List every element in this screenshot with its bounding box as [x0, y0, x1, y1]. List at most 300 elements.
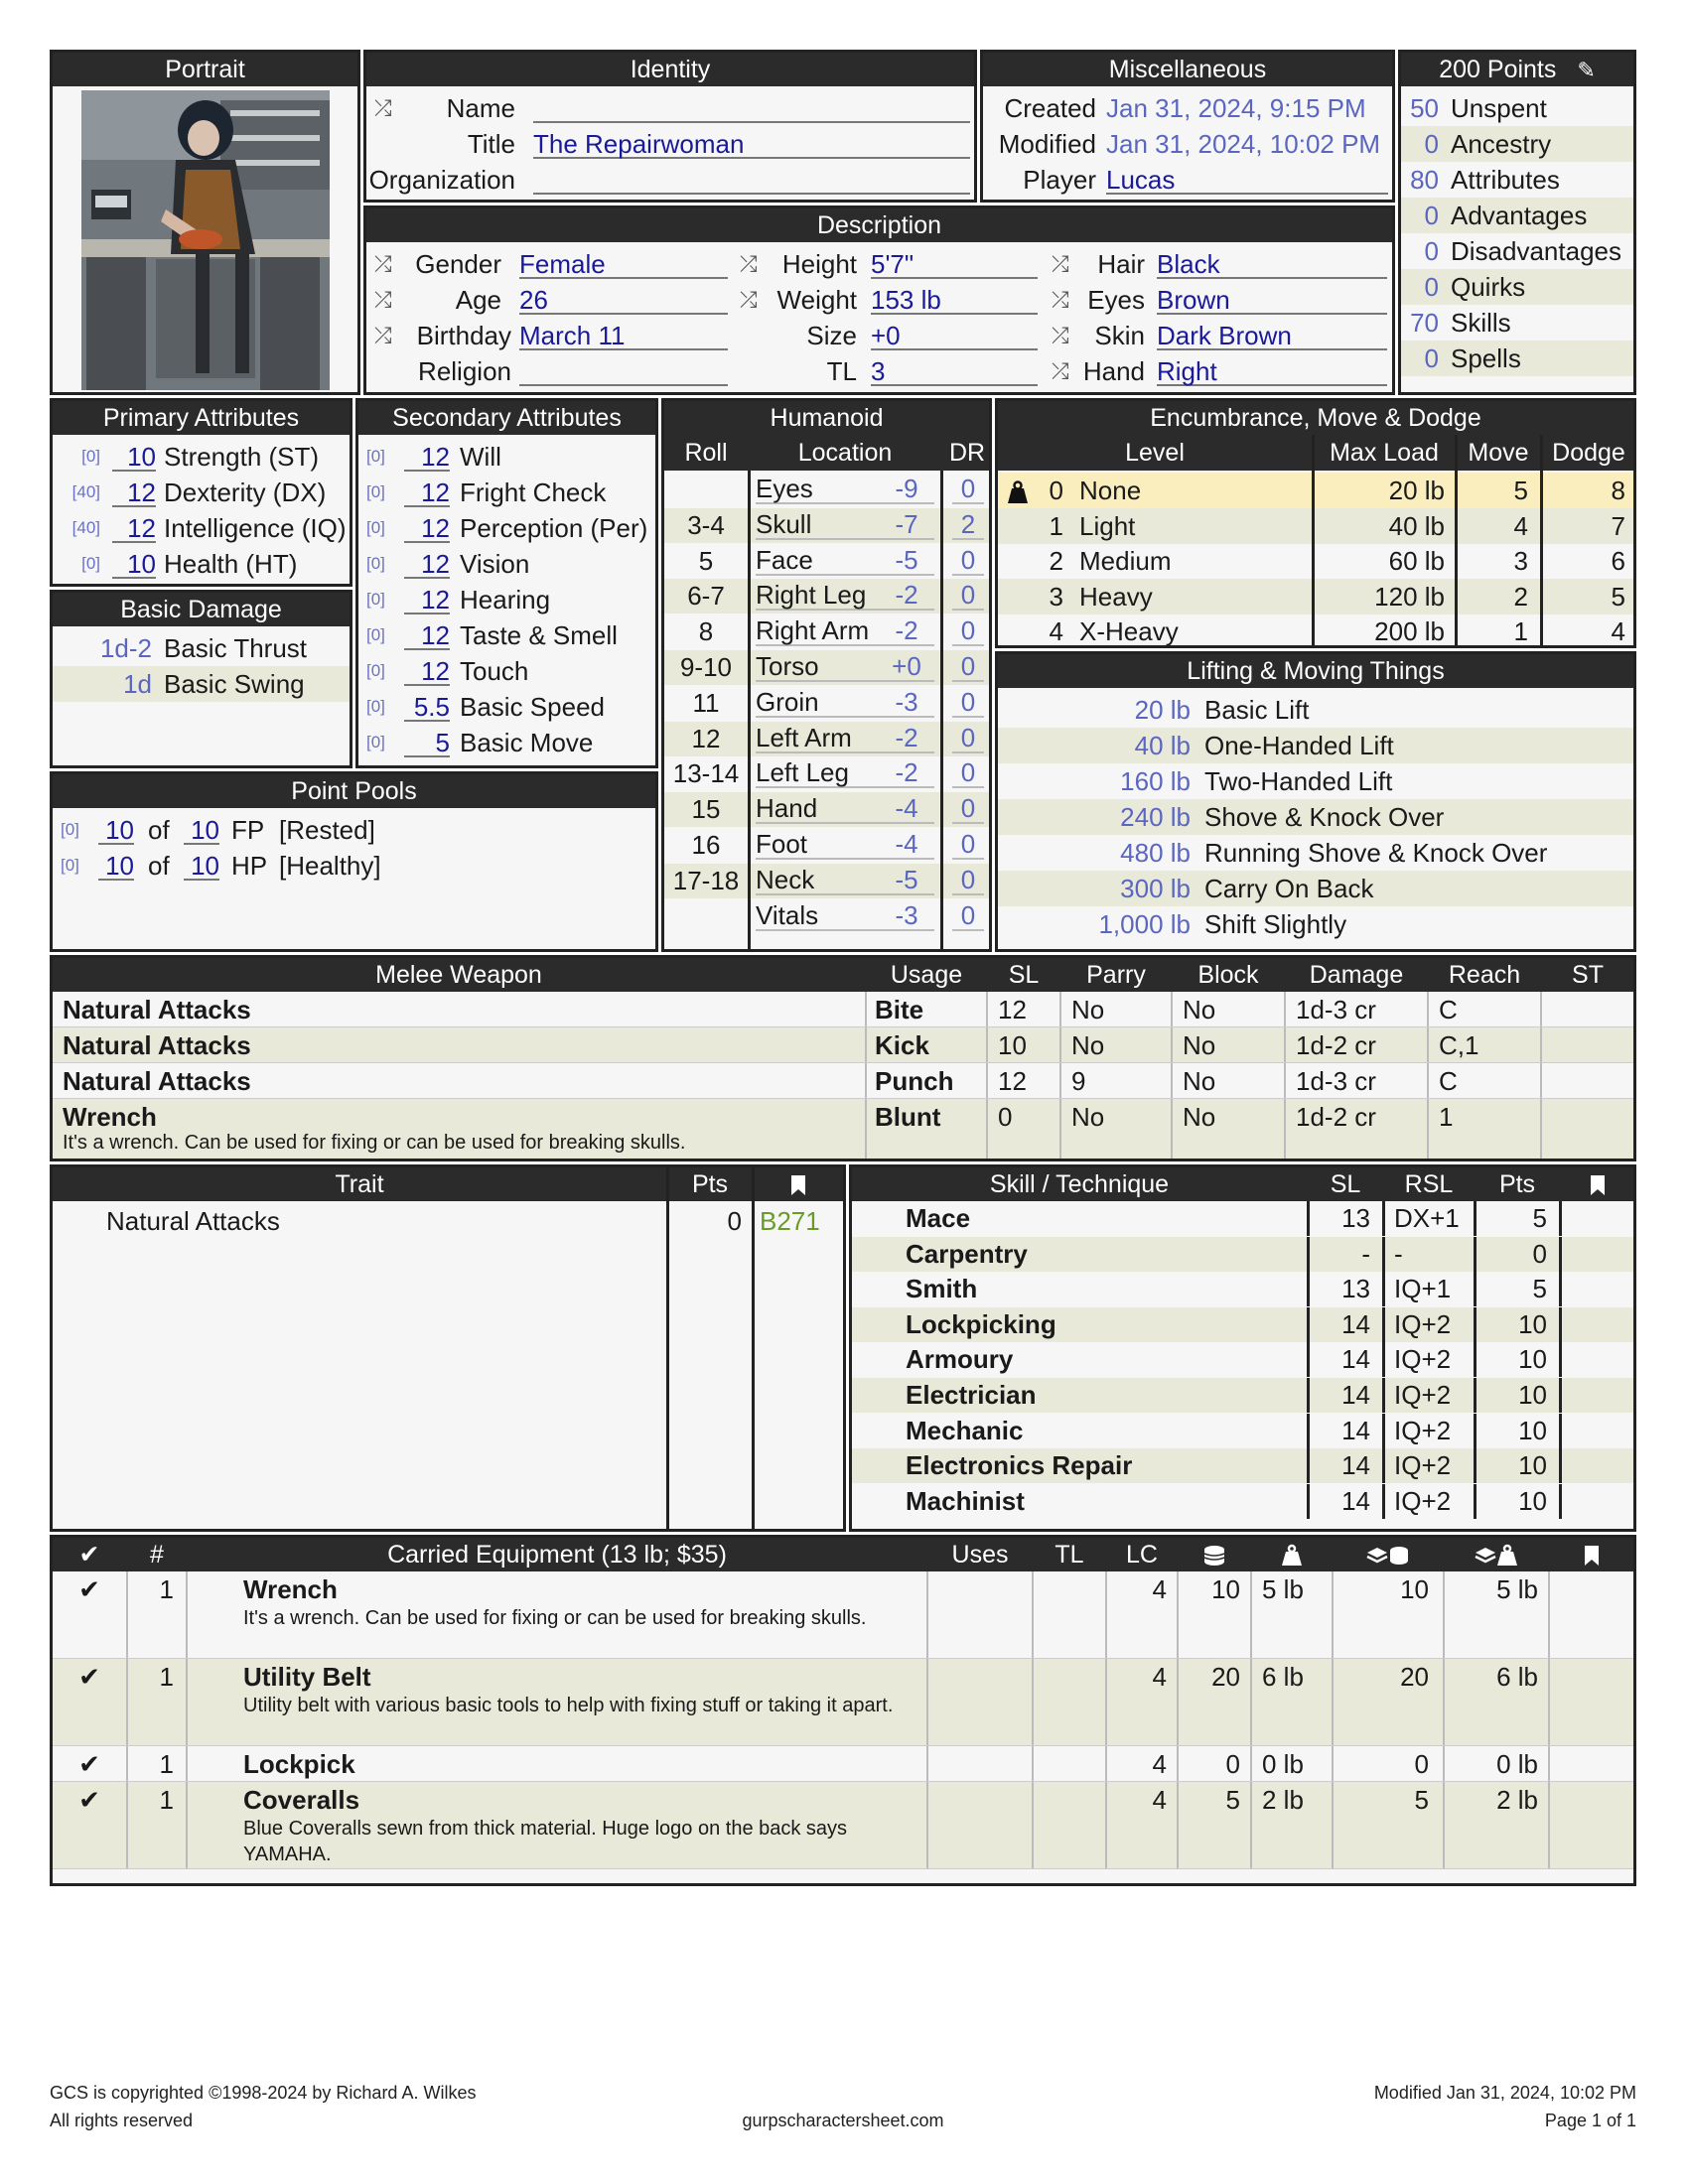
points-row-quirks — [1401, 269, 1633, 305]
hit-location: Vitals — [756, 899, 879, 931]
divider — [1540, 1099, 1542, 1159]
attribute-cost: [0] — [366, 518, 385, 537]
skill-row[interactable] — [852, 1272, 1633, 1306]
skill-row[interactable] — [852, 1307, 1633, 1342]
height-field[interactable]: 5'7" — [871, 246, 1038, 279]
identity-header: Identity — [366, 53, 974, 86]
divider — [1177, 1659, 1179, 1745]
shuffle-icon[interactable]: ⤮ — [374, 287, 392, 312]
lifting-header: Lifting & Moving Things — [998, 654, 1633, 688]
melee-damage: 1d-2 cr — [1296, 1030, 1376, 1060]
col-block: Block — [1197, 961, 1259, 989]
point-pools-header: Point Pools — [53, 774, 655, 808]
name-field[interactable] — [533, 90, 970, 123]
skill-level: 14 — [1341, 1485, 1370, 1516]
points-panel — [1398, 50, 1636, 395]
skill-level: 14 — [1341, 1344, 1370, 1375]
divider — [1474, 1307, 1477, 1342]
divider — [1382, 1342, 1385, 1377]
encumbrance-level-number: 1 — [1049, 510, 1063, 541]
shuffle-icon[interactable]: ⤮ — [1052, 287, 1069, 312]
skill-points: 10 — [1518, 1415, 1547, 1445]
skill-row[interactable] — [852, 1414, 1633, 1448]
hit-location: Face — [756, 544, 879, 576]
divider — [1474, 1414, 1477, 1448]
divider — [926, 1659, 928, 1745]
melee-reach: C,1 — [1439, 1030, 1479, 1060]
equipped-checkbox[interactable]: ✔ — [78, 1662, 100, 1692]
lifting-value: 480 lb — [1120, 838, 1191, 868]
pool-max[interactable]: 10 — [184, 848, 219, 881]
identity-panel — [363, 50, 977, 203]
attribute-label: Will — [460, 442, 501, 472]
col-uses: Uses — [951, 1541, 1009, 1569]
attribute-value[interactable]: 12 — [404, 546, 450, 579]
attribute-cost: [0] — [366, 625, 385, 644]
equipment-note: It's a wrench. Can be used for fixing or can be used for breaking skulls. — [243, 1607, 867, 1629]
divider — [1559, 1272, 1562, 1306]
divider — [1171, 1099, 1173, 1159]
desc-label: Gender — [415, 249, 501, 279]
misc-modified-row — [983, 126, 1392, 162]
gender-field[interactable]: Female — [519, 246, 728, 279]
col-level: Level — [1125, 439, 1185, 467]
hit-location: Foot — [756, 828, 879, 860]
divider — [1032, 1782, 1034, 1868]
skill-relative-level: - — [1394, 1238, 1403, 1269]
skill-name: Mechanic — [906, 1415, 1024, 1445]
equipment-lc: 4 — [1152, 1662, 1167, 1692]
lifting-label: Carry On Back — [1204, 874, 1374, 903]
melee-usage: Bite — [875, 995, 924, 1024]
skill-level: 14 — [1341, 1308, 1370, 1339]
attribute-label: Dexterity (DX) — [164, 478, 327, 507]
divider — [1307, 1448, 1310, 1483]
divider — [1559, 1342, 1562, 1377]
attribute-value[interactable]: 12 — [404, 617, 450, 650]
equipment-row[interactable] — [53, 1782, 1633, 1869]
basic-damage-panel — [50, 590, 352, 768]
melee-parry: No — [1071, 1030, 1105, 1060]
skill-row[interactable] — [852, 1484, 1633, 1519]
divider — [986, 1027, 988, 1062]
divider — [1474, 1484, 1477, 1519]
encumbrance-level-number: 0 — [1049, 476, 1063, 505]
trait-row[interactable] — [53, 1203, 843, 1239]
melee-sl: 12 — [998, 1066, 1027, 1096]
divider — [1032, 1571, 1034, 1658]
trait-page-reference[interactable]: B271 — [760, 1206, 820, 1236]
divider — [1443, 1782, 1445, 1868]
extended-cost-icon — [1334, 1538, 1443, 1571]
attribute-value[interactable]: 12 — [112, 475, 156, 507]
hit-location: Skull — [756, 508, 879, 540]
attribute-value[interactable]: 5.5 — [404, 689, 450, 722]
pool-state: [Rested] — [279, 815, 375, 845]
weight-icon — [1252, 1538, 1332, 1571]
attribute-label: Taste & Smell — [460, 620, 618, 650]
traits-panel — [50, 1164, 846, 1532]
pool-current[interactable]: 10 — [98, 812, 134, 845]
melee-weapon-row[interactable] — [53, 992, 1633, 1027]
hit-roll: 16 — [691, 830, 721, 860]
pool-label: HP — [231, 851, 268, 881]
desc-label: Height — [781, 249, 857, 279]
divider — [865, 992, 867, 1026]
skill-name: Armoury — [906, 1344, 1014, 1375]
size-field[interactable]: +0 — [871, 318, 1038, 350]
equipment-note: Blue Coveralls sewn from thick material. Huge logo on the back says YAMAHA. — [243, 1818, 848, 1865]
skill-points: 10 — [1518, 1380, 1547, 1410]
shuffle-icon[interactable]: ⤮ — [1052, 251, 1069, 276]
points-row-attributes — [1401, 162, 1633, 198]
divider — [1382, 1378, 1385, 1413]
divider — [1250, 1571, 1252, 1658]
lifting-value: 160 lb — [1120, 766, 1191, 796]
lifting-value: 1,000 lb — [1098, 909, 1191, 939]
secondary-row-per — [358, 510, 655, 546]
pool-of: of — [148, 851, 170, 881]
equipment-extended-cost: 10 — [1400, 1574, 1429, 1604]
hand-field[interactable]: Right — [1157, 353, 1387, 386]
equipment-extended-weight: 6 lb — [1496, 1662, 1538, 1692]
divider — [1307, 1378, 1310, 1413]
hit-roll: 15 — [691, 794, 721, 825]
col-st: ST — [1572, 961, 1604, 989]
skill-row[interactable] — [852, 1378, 1633, 1413]
encumbrance-row — [998, 614, 1633, 648]
encumbrance-column-headers — [998, 435, 1633, 471]
identity-organization-row — [366, 162, 974, 198]
birthday-field[interactable]: March 11 — [519, 318, 728, 350]
equipment-extended-weight: 0 lb — [1496, 1749, 1538, 1779]
shuffle-icon[interactable]: ⤮ — [1052, 358, 1069, 383]
eyes-field[interactable]: Brown — [1157, 282, 1387, 315]
equipment-row[interactable] — [53, 1571, 1633, 1659]
damage-label: Basic Swing — [164, 669, 305, 699]
divider — [1105, 1746, 1107, 1781]
equipment-name: Lockpick — [243, 1749, 355, 1779]
skill-row[interactable] — [852, 1448, 1633, 1483]
col-damage: Damage — [1309, 961, 1404, 989]
portrait-image[interactable] — [81, 90, 330, 390]
hit-dr: 0 — [952, 579, 984, 611]
divider — [1559, 1448, 1562, 1483]
hit-location: Hand — [756, 792, 879, 824]
equipment-weight: 0 lb — [1262, 1749, 1304, 1779]
basic-thrust-row — [53, 630, 350, 666]
divider — [1332, 1571, 1334, 1658]
melee-weapon-name: Natural Attacks — [63, 1030, 251, 1060]
skill-row[interactable] — [852, 1201, 1633, 1236]
divider — [1177, 1571, 1179, 1658]
divider — [1427, 1027, 1429, 1062]
skin-field[interactable]: Dark Brown — [1157, 318, 1387, 350]
secondary-row-fright — [358, 475, 655, 510]
pool-cost: [0] — [61, 820, 79, 839]
attribute-cost: [0] — [366, 733, 385, 751]
pool-cost: [0] — [61, 856, 79, 875]
divider — [865, 1027, 867, 1062]
misc-player-row — [983, 162, 1392, 198]
shuffle-icon[interactable]: ⤮ — [374, 323, 392, 347]
attribute-cost: [40] — [71, 482, 100, 501]
equipment-row[interactable] — [53, 1746, 1633, 1782]
points-label: Ancestry — [1451, 129, 1552, 159]
divider — [1307, 1272, 1310, 1306]
bookmark-icon — [754, 1167, 843, 1201]
melee-sl: 10 — [998, 1030, 1027, 1060]
equipment-extended-cost: 20 — [1400, 1662, 1429, 1692]
divider — [1559, 1307, 1562, 1342]
divider — [1559, 1414, 1562, 1448]
skill-level: 13 — [1341, 1274, 1370, 1304]
melee-block: No — [1183, 1030, 1216, 1060]
tl-field[interactable]: 3 — [871, 353, 1038, 386]
secondary-row-hearing — [358, 582, 655, 617]
divider — [1284, 1099, 1286, 1159]
col-reach: Reach — [1448, 961, 1521, 989]
misc-label: Created — [1004, 93, 1096, 123]
melee-weapon-row[interactable] — [53, 1099, 1633, 1160]
equipment-note: Utility belt with various basic tools to help with fixing stuff or taking it apart. — [243, 1695, 894, 1716]
melee-sl: 0 — [998, 1102, 1013, 1132]
attribute-cost: [0] — [366, 482, 385, 501]
identity-label: Organization — [368, 165, 515, 195]
divider — [1307, 1307, 1310, 1342]
pool-row-fp — [53, 812, 655, 848]
hit-modifier: -4 — [879, 828, 934, 860]
divider — [1382, 1272, 1385, 1306]
extended-weight-icon — [1445, 1538, 1548, 1571]
encumbrance-level-name: None — [1079, 476, 1142, 505]
hit-location: Neck — [756, 864, 879, 895]
hit-location: Groin — [756, 686, 879, 718]
divider — [1474, 1378, 1477, 1413]
weight-field[interactable]: 153 lb — [871, 282, 1038, 315]
divider — [1059, 992, 1061, 1026]
secondary-row-taste — [358, 617, 655, 653]
divider — [1177, 1746, 1179, 1781]
skill-level: - — [1361, 1238, 1370, 1269]
divider — [1105, 1659, 1107, 1745]
melee-damage: 1d-3 cr — [1296, 1066, 1376, 1096]
attribute-value[interactable]: 10 — [112, 546, 156, 579]
hit-dr: 0 — [952, 792, 984, 824]
desc-label: Age — [455, 285, 501, 315]
shuffle-icon[interactable]: ⤮ — [740, 287, 758, 312]
attribute-label: Basic Speed — [460, 692, 605, 722]
melee-weapon-row[interactable] — [53, 1027, 1633, 1063]
encumbrance-move: 1 — [1513, 616, 1528, 646]
divider — [986, 1063, 988, 1098]
equipment-quantity: 1 — [159, 1574, 174, 1604]
player-field[interactable]: Lucas — [1106, 162, 1388, 195]
trait-points: 0 — [727, 1206, 742, 1236]
encumbrance-level-name: Medium — [1079, 546, 1172, 576]
identity-label: Title — [467, 129, 515, 159]
encumbrance-move: 5 — [1513, 476, 1528, 505]
divider — [1548, 1782, 1550, 1868]
current-weight-icon — [1006, 473, 1030, 508]
skill-points: 10 — [1518, 1450, 1547, 1481]
skill-level: 14 — [1341, 1415, 1370, 1445]
skill-name: Electronics Repair — [906, 1450, 1133, 1481]
divider — [1474, 1237, 1477, 1272]
desc-label: TL — [826, 356, 857, 386]
skill-name: Mace — [906, 1203, 971, 1233]
melee-parry: 9 — [1071, 1066, 1086, 1096]
divider — [926, 1571, 928, 1658]
melee-usage: Punch — [875, 1066, 954, 1096]
encumbrance-max-load: 40 lb — [1388, 510, 1445, 541]
footer-site-link[interactable]: gurpscharactersheet.com — [742, 2111, 944, 2130]
equipment-extended-weight: 2 lb — [1496, 1785, 1538, 1815]
title-field[interactable]: The Repairwoman — [533, 126, 970, 159]
skills-panel — [849, 1164, 1636, 1532]
desc-label: Size — [806, 321, 857, 350]
encumbrance-level-name: Light — [1079, 510, 1136, 541]
age-field[interactable]: 26 — [519, 282, 728, 315]
attribute-label: Health (HT) — [164, 549, 298, 579]
lifting-row — [998, 835, 1633, 871]
equipment-name: Wrench — [243, 1574, 338, 1604]
organization-field[interactable] — [533, 162, 970, 195]
skill-points: 0 — [1532, 1238, 1547, 1269]
shuffle-icon[interactable]: ⤮ — [374, 95, 392, 120]
shuffle-icon[interactable]: ⤮ — [740, 251, 758, 276]
col-max-load: Max Load — [1330, 439, 1439, 467]
points-label: Attributes — [1451, 165, 1560, 195]
hit-modifier: -2 — [879, 756, 934, 788]
divider — [1032, 1746, 1034, 1781]
bookmark-icon — [1561, 1167, 1634, 1201]
attribute-cost: [0] — [81, 447, 100, 466]
attribute-value[interactable]: 10 — [112, 439, 156, 472]
lifting-label: Shift Slightly — [1204, 909, 1347, 939]
melee-usage: Blunt — [875, 1102, 941, 1132]
hit-roll: 9-10 — [679, 652, 733, 682]
encumbrance-level-name: Heavy — [1079, 581, 1153, 612]
melee-weapon-row[interactable] — [53, 1063, 1633, 1099]
desc-label: Eyes — [1087, 285, 1145, 315]
attribute-row-ht — [53, 546, 350, 582]
hit-location: Right Leg — [756, 579, 879, 611]
hit-dr: 0 — [952, 544, 984, 576]
shuffle-icon[interactable]: ⤮ — [1052, 323, 1069, 347]
divider — [1250, 1659, 1252, 1745]
attribute-value[interactable]: 12 — [112, 510, 156, 543]
col-melee-weapon: Melee Weapon — [375, 961, 542, 989]
divider — [748, 471, 751, 949]
lifting-row — [998, 763, 1633, 799]
portrait-panel — [50, 50, 360, 395]
encumbrance-max-load: 60 lb — [1388, 546, 1445, 576]
attribute-label: Fright Check — [460, 478, 607, 507]
skill-row[interactable] — [852, 1342, 1633, 1377]
pool-max[interactable]: 10 — [184, 812, 219, 845]
attribute-cost: [0] — [81, 554, 100, 573]
attribute-value[interactable]: 12 — [404, 582, 450, 614]
footer-copyright: GCS is copyrighted ©1998-2024 by Richard A. Wilkes — [50, 2083, 477, 2103]
primary-attributes-header: Primary Attributes — [53, 401, 350, 435]
skill-relative-level: IQ+2 — [1394, 1485, 1452, 1516]
edit-icon[interactable]: ✎ — [1577, 58, 1596, 82]
identity-label: Name — [446, 93, 515, 123]
divider — [1284, 992, 1286, 1026]
hair-field[interactable]: Black — [1157, 246, 1387, 279]
attribute-value[interactable]: 12 — [404, 475, 450, 507]
divider — [1250, 1782, 1252, 1868]
equipment-row[interactable] — [53, 1659, 1633, 1746]
description-header: Description — [366, 208, 1392, 242]
divider — [1540, 1027, 1542, 1062]
lifting-label: Running Shove & Knock Over — [1204, 838, 1548, 868]
skill-name: Electrician — [906, 1380, 1037, 1410]
melee-damage: 1d-3 cr — [1296, 995, 1376, 1024]
attribute-value[interactable]: 12 — [404, 510, 450, 543]
encumbrance-level-name: X-Heavy — [1079, 616, 1179, 646]
points-row-skills — [1401, 305, 1633, 341]
bookmark-icon — [1550, 1538, 1633, 1571]
encumbrance-dodge: 4 — [1611, 616, 1625, 646]
skill-row[interactable] — [852, 1237, 1633, 1272]
hit-roll: 5 — [698, 545, 714, 576]
attribute-row-iq — [53, 510, 350, 546]
pool-current[interactable]: 10 — [98, 848, 134, 881]
modified-value: Jan 31, 2024, 10:02 PM — [1106, 129, 1381, 159]
shuffle-icon[interactable]: ⤮ — [374, 251, 392, 276]
divider — [1059, 1099, 1061, 1159]
equipment-name: Coveralls — [243, 1785, 360, 1815]
attribute-value[interactable]: 12 — [404, 439, 450, 472]
encumbrance-level-number: 4 — [1049, 616, 1063, 646]
equipment-cost: 0 — [1225, 1749, 1240, 1779]
equipped-checkbox[interactable]: ✔ — [78, 1785, 100, 1815]
skill-points: 10 — [1518, 1485, 1547, 1516]
divider — [1284, 1027, 1286, 1062]
attribute-value[interactable]: 12 — [404, 653, 450, 686]
hit-roll: 12 — [691, 723, 721, 753]
divider — [186, 1659, 188, 1745]
encumbrance-header: Encumbrance, Move & Dodge — [998, 401, 1633, 435]
divider — [126, 1571, 128, 1658]
lifting-row — [998, 906, 1633, 942]
hit-dr: 0 — [952, 722, 984, 753]
divider — [1382, 1237, 1385, 1272]
divider — [926, 1782, 928, 1868]
desc-label: Birthday — [416, 321, 511, 350]
divider — [1105, 1782, 1107, 1868]
desc-eyes-row — [366, 282, 1392, 318]
divider — [1332, 1659, 1334, 1745]
equipped-checkbox[interactable]: ✔ — [78, 1574, 100, 1604]
attribute-value[interactable]: 5 — [404, 725, 450, 757]
col-trait: Trait — [335, 1170, 384, 1198]
divider — [666, 1167, 669, 1529]
equipment-weight: 5 lb — [1262, 1574, 1304, 1604]
damage-label: Basic Thrust — [164, 633, 308, 663]
misc-label: Player — [1023, 165, 1096, 195]
divider — [1307, 1342, 1310, 1377]
secondary-row-vision — [358, 546, 655, 582]
lifting-value: 40 lb — [1134, 731, 1191, 760]
attribute-row-dx — [53, 475, 350, 510]
equipped-checkbox[interactable]: ✔ — [78, 1749, 100, 1779]
divider — [1455, 435, 1458, 645]
skill-name: Lockpicking — [906, 1308, 1056, 1339]
desc-label: Religion — [418, 356, 511, 386]
